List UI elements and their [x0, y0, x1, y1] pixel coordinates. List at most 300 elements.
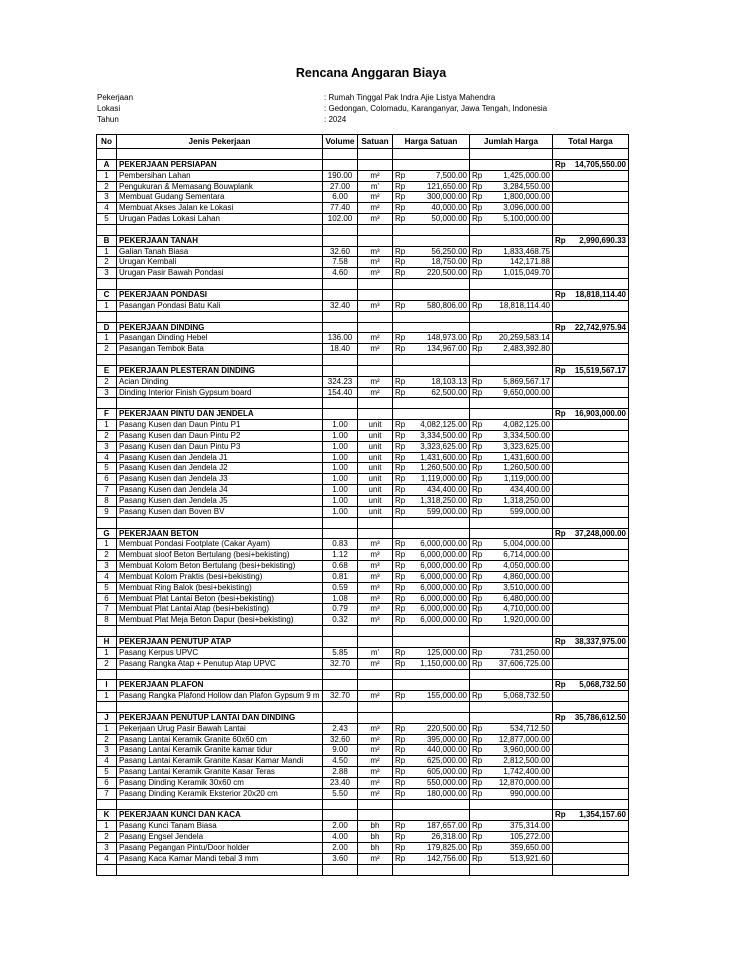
empty-cell	[117, 799, 323, 810]
table-row	[97, 452, 629, 463]
empty-cell	[573, 463, 629, 474]
empty-cell	[117, 517, 323, 528]
empty-cell	[393, 289, 413, 300]
section-title: PEKERJAAN PENUTUP ATAP	[117, 636, 323, 647]
item-unit-price: 7,500.00	[413, 170, 470, 181]
header-jenis-pekerjaan: Jenis Pekerjaan	[117, 135, 323, 149]
item-description: Pasang Kusen dan Jendela J2	[117, 463, 323, 474]
item-price-currency: Rp	[393, 214, 413, 225]
item-amount-currency: Rp	[470, 723, 490, 734]
empty-cell	[490, 528, 553, 539]
page-title: Rencana Anggaran Biaya	[295, 66, 447, 80]
empty-cell	[97, 626, 117, 637]
empty-cell	[358, 322, 393, 333]
item-amount-currency: Rp	[470, 777, 490, 788]
empty-cell	[490, 702, 553, 713]
item-no: 1	[97, 691, 117, 702]
item-no: 1	[97, 170, 117, 181]
item-description: Pasangan Pondasi Batu Kali	[117, 300, 323, 311]
item-no: 3	[97, 843, 117, 854]
item-volume: 9.00	[323, 745, 358, 756]
item-unit: unit	[358, 474, 393, 485]
empty-cell	[393, 669, 413, 680]
item-amount: 3,510,000.00	[490, 582, 553, 593]
empty-cell	[490, 680, 553, 691]
empty-cell	[358, 235, 393, 246]
empty-cell	[553, 333, 573, 344]
empty-cell	[573, 658, 629, 669]
item-volume: 32.60	[323, 734, 358, 745]
item-volume: 0.79	[323, 604, 358, 615]
empty-cell	[97, 224, 117, 235]
item-unit-price: 6,000,000.00	[413, 550, 470, 561]
item-amount: 18,818,114.40	[490, 300, 553, 311]
empty-cell	[323, 864, 358, 875]
item-amount: 4,050,000.00	[490, 561, 553, 572]
empty-cell	[393, 311, 413, 322]
item-price-currency: Rp	[393, 571, 413, 582]
item-description: Membuat sloof Beton Bertulang (besi+bekisting)	[117, 550, 323, 561]
section-code: C	[97, 289, 117, 300]
empty-cell	[573, 853, 629, 864]
empty-cell	[358, 517, 393, 528]
item-no: 7	[97, 604, 117, 615]
blank-row	[97, 149, 629, 160]
blank-row	[97, 311, 629, 322]
empty-cell	[470, 159, 490, 170]
empty-cell	[553, 170, 573, 181]
table-row	[97, 691, 629, 702]
item-amount: 3,323,625.00	[490, 441, 553, 452]
empty-cell	[553, 853, 573, 864]
item-no: 1	[97, 647, 117, 658]
section-title: PEKERJAAN PINTU DAN JENDELA	[117, 409, 323, 420]
empty-cell	[573, 539, 629, 550]
empty-cell	[97, 279, 117, 290]
item-volume: 1.00	[323, 506, 358, 517]
table-row	[97, 658, 629, 669]
empty-cell	[553, 615, 573, 626]
section-row	[97, 680, 629, 691]
empty-cell	[573, 149, 629, 160]
empty-cell	[470, 355, 490, 366]
empty-cell	[470, 517, 490, 528]
item-amount: 990,000.00	[490, 788, 553, 799]
empty-cell	[553, 626, 573, 637]
item-unit: m²	[358, 203, 393, 214]
table-row	[97, 387, 629, 398]
section-total: 14,705,550.00	[573, 159, 629, 170]
item-no: 3	[97, 268, 117, 279]
section-title: PEKERJAAN PONDASI	[117, 289, 323, 300]
empty-cell	[470, 712, 490, 723]
item-unit-price: 125,000.00	[413, 647, 470, 658]
empty-cell	[553, 430, 573, 441]
item-price-currency: Rp	[393, 843, 413, 854]
empty-cell	[573, 821, 629, 832]
empty-cell	[393, 680, 413, 691]
item-price-currency: Rp	[393, 723, 413, 734]
item-description: Pasang Kusen dan Jendela J4	[117, 485, 323, 496]
item-unit: bh	[358, 843, 393, 854]
item-amount: 1,920,000.00	[490, 615, 553, 626]
item-description: Galian Tanah Biasa	[117, 246, 323, 257]
empty-cell	[490, 365, 553, 376]
item-unit-price: 6,000,000.00	[413, 615, 470, 626]
empty-cell	[553, 149, 573, 160]
empty-cell	[490, 799, 553, 810]
item-amount-currency: Rp	[470, 170, 490, 181]
empty-cell	[470, 409, 490, 420]
empty-cell	[553, 214, 573, 225]
item-description: Acian Dinding	[117, 376, 323, 387]
item-price-currency: Rp	[393, 170, 413, 181]
item-no: 3	[97, 387, 117, 398]
item-no: 4	[97, 756, 117, 767]
table-row	[97, 777, 629, 788]
item-no: 2	[97, 257, 117, 268]
meta-label: Tahun	[97, 115, 119, 124]
item-price-currency: Rp	[393, 582, 413, 593]
item-unit-price: 142,756.00	[413, 853, 470, 864]
empty-cell	[490, 235, 553, 246]
empty-cell	[413, 398, 470, 409]
item-description: Urugan Kembali	[117, 257, 323, 268]
item-unit: m³	[358, 214, 393, 225]
empty-cell	[573, 181, 629, 192]
empty-cell	[470, 680, 490, 691]
item-amount-currency: Rp	[470, 767, 490, 778]
table-row	[97, 821, 629, 832]
item-unit-price: 56,250.00	[413, 246, 470, 257]
table-row	[97, 203, 629, 214]
empty-cell	[470, 365, 490, 376]
item-amount: 20,259,583.14	[490, 333, 553, 344]
item-unit: m²	[358, 745, 393, 756]
empty-cell	[573, 398, 629, 409]
empty-cell	[573, 506, 629, 517]
empty-cell	[323, 409, 358, 420]
item-unit: m³	[358, 604, 393, 615]
table-row	[97, 430, 629, 441]
item-no: 4	[97, 203, 117, 214]
item-unit-price: 220,500.00	[413, 723, 470, 734]
item-amount-currency: Rp	[470, 691, 490, 702]
empty-cell	[358, 702, 393, 713]
empty-cell	[393, 355, 413, 366]
item-unit: m²	[358, 767, 393, 778]
item-unit: m³	[358, 723, 393, 734]
empty-cell	[393, 224, 413, 235]
item-description: Pasangan Dinding Hebel	[117, 333, 323, 344]
empty-cell	[358, 159, 393, 170]
empty-cell	[323, 289, 358, 300]
item-amount: 434,400.00	[490, 485, 553, 496]
empty-cell	[358, 680, 393, 691]
item-no: 6	[97, 474, 117, 485]
section-total: 2,990,690.33	[573, 235, 629, 246]
section-code: I	[97, 680, 117, 691]
section-title: PEKERJAAN PLESTERAN DINDING	[117, 365, 323, 376]
item-price-currency: Rp	[393, 691, 413, 702]
item-amount: 3,284,550.00	[490, 181, 553, 192]
empty-cell	[553, 767, 573, 778]
section-total-currency: Rp	[553, 636, 573, 647]
item-description: Pasang Rangka Atap + Penutup Atap UPVC	[117, 658, 323, 669]
empty-cell	[323, 712, 358, 723]
item-unit-price: 6,000,000.00	[413, 561, 470, 572]
empty-cell	[573, 192, 629, 203]
empty-cell	[413, 810, 470, 821]
table-row	[97, 832, 629, 843]
item-unit-price: 580,806.00	[413, 300, 470, 311]
item-amount-currency: Rp	[470, 593, 490, 604]
empty-cell	[413, 528, 470, 539]
empty-cell	[413, 235, 470, 246]
item-no: 4	[97, 452, 117, 463]
item-volume: 1.00	[323, 485, 358, 496]
empty-cell	[573, 246, 629, 257]
empty-cell	[490, 279, 553, 290]
item-amount: 4,710,000.00	[490, 604, 553, 615]
blank-row	[97, 799, 629, 810]
item-unit-price: 6,000,000.00	[413, 571, 470, 582]
meta-value: : 2024	[324, 115, 347, 124]
item-description: Pasang Kusen dan Daun Pintu P3	[117, 441, 323, 452]
blank-row	[97, 864, 629, 875]
item-volume: 0.68	[323, 561, 358, 572]
item-amount: 2,812,500.00	[490, 756, 553, 767]
item-unit-price: 134,967.00	[413, 344, 470, 355]
item-volume: 0.32	[323, 615, 358, 626]
item-unit-price: 148,973.00	[413, 333, 470, 344]
item-unit: bh	[358, 821, 393, 832]
section-total-currency: Rp	[553, 680, 573, 691]
empty-cell	[553, 756, 573, 767]
section-total-currency: Rp	[553, 810, 573, 821]
item-amount: 534,712.50	[490, 723, 553, 734]
empty-cell	[393, 636, 413, 647]
empty-cell	[413, 311, 470, 322]
table-row	[97, 723, 629, 734]
item-volume: 2.43	[323, 723, 358, 734]
item-no: 1	[97, 420, 117, 431]
header-total-harga: Total Harga	[553, 135, 629, 149]
item-price-currency: Rp	[393, 376, 413, 387]
empty-cell	[393, 159, 413, 170]
empty-cell	[490, 355, 553, 366]
item-volume: 6.00	[323, 192, 358, 203]
item-no: 2	[97, 344, 117, 355]
section-total: 18,818,114.40	[573, 289, 629, 300]
section-row	[97, 289, 629, 300]
item-amount: 3,960,000.00	[490, 745, 553, 756]
empty-cell	[470, 279, 490, 290]
item-unit-price: 6,000,000.00	[413, 604, 470, 615]
empty-cell	[573, 344, 629, 355]
empty-cell	[413, 279, 470, 290]
item-unit-price: 1,318,250.00	[413, 496, 470, 507]
item-volume: 136.00	[323, 333, 358, 344]
item-amount: 6,480,000.00	[490, 593, 553, 604]
empty-cell	[470, 636, 490, 647]
table-row	[97, 550, 629, 561]
empty-cell	[97, 398, 117, 409]
empty-cell	[553, 441, 573, 452]
empty-cell	[358, 224, 393, 235]
empty-cell	[553, 647, 573, 658]
item-description: Pasang Kunci Tanam Biasa	[117, 821, 323, 832]
header-jumlah-harga: Jumlah Harga	[470, 135, 553, 149]
item-price-currency: Rp	[393, 485, 413, 496]
item-description: Membuat Gudang Sementara	[117, 192, 323, 203]
empty-cell	[470, 398, 490, 409]
item-volume: 1.00	[323, 474, 358, 485]
blank-row	[97, 398, 629, 409]
empty-cell	[553, 463, 573, 474]
empty-cell	[97, 702, 117, 713]
item-volume: 1.00	[323, 420, 358, 431]
item-unit-price: 180,000.00	[413, 788, 470, 799]
item-amount-currency: Rp	[470, 203, 490, 214]
item-description: Pasang Lantai Keramik Granite Kasar Teras	[117, 767, 323, 778]
empty-cell	[117, 864, 323, 875]
section-row	[97, 322, 629, 333]
empty-cell	[573, 268, 629, 279]
section-row	[97, 810, 629, 821]
item-amount-currency: Rp	[470, 214, 490, 225]
table-row	[97, 214, 629, 225]
item-no: 4	[97, 571, 117, 582]
item-amount: 5,869,567.17	[490, 376, 553, 387]
item-unit-price: 18,750.00	[413, 257, 470, 268]
header-volume: Volume	[323, 135, 358, 149]
item-volume: 1.00	[323, 441, 358, 452]
section-code: H	[97, 636, 117, 647]
empty-cell	[413, 702, 470, 713]
item-amount: 6,714,000.00	[490, 550, 553, 561]
item-unit: unit	[358, 506, 393, 517]
empty-cell	[490, 712, 553, 723]
empty-cell	[553, 355, 573, 366]
item-amount: 731,250.00	[490, 647, 553, 658]
item-unit: m'	[358, 181, 393, 192]
item-amount: 2,483,392.80	[490, 344, 553, 355]
item-amount: 142,171.88	[490, 257, 553, 268]
table-row	[97, 268, 629, 279]
empty-cell	[573, 669, 629, 680]
item-price-currency: Rp	[393, 430, 413, 441]
item-volume: 0.83	[323, 539, 358, 550]
section-code: A	[97, 159, 117, 170]
empty-cell	[117, 149, 323, 160]
item-volume: 102.00	[323, 214, 358, 225]
item-amount-currency: Rp	[470, 539, 490, 550]
item-amount-currency: Rp	[470, 550, 490, 561]
item-no: 9	[97, 506, 117, 517]
item-description: Pasang Lantai Keramik Granite 60x60 cm	[117, 734, 323, 745]
table-row	[97, 571, 629, 582]
item-amount-currency: Rp	[470, 853, 490, 864]
item-unit: unit	[358, 485, 393, 496]
item-no: 1	[97, 821, 117, 832]
item-description: Pasangan Tembok Bata	[117, 344, 323, 355]
item-no: 2	[97, 550, 117, 561]
item-volume: 27.00	[323, 181, 358, 192]
empty-cell	[573, 691, 629, 702]
item-unit-price: 6,000,000.00	[413, 593, 470, 604]
empty-cell	[393, 517, 413, 528]
item-price-currency: Rp	[393, 550, 413, 561]
item-amount: 12,870,000.00	[490, 777, 553, 788]
empty-cell	[97, 799, 117, 810]
item-amount: 3,334,500.00	[490, 430, 553, 441]
section-title: PEKERJAAN DINDING	[117, 322, 323, 333]
empty-cell	[393, 626, 413, 637]
empty-cell	[573, 745, 629, 756]
empty-cell	[490, 322, 553, 333]
item-unit: m²	[358, 734, 393, 745]
table-row	[97, 539, 629, 550]
empty-cell	[413, 680, 470, 691]
empty-cell	[553, 376, 573, 387]
item-no: 2	[97, 376, 117, 387]
item-price-currency: Rp	[393, 745, 413, 756]
item-amount: 1,742,400.00	[490, 767, 553, 778]
item-no: 3	[97, 745, 117, 756]
item-description: Dinding Interior Finish Gypsum board	[117, 387, 323, 398]
section-code: K	[97, 810, 117, 821]
empty-cell	[573, 864, 629, 875]
item-no: 6	[97, 777, 117, 788]
empty-cell	[553, 506, 573, 517]
item-amount-currency: Rp	[470, 333, 490, 344]
item-description: Pekerjaan Urug Pasir Bawah Lantai	[117, 723, 323, 734]
item-unit: m³	[358, 539, 393, 550]
table-row	[97, 441, 629, 452]
blank-row	[97, 279, 629, 290]
empty-cell	[358, 528, 393, 539]
table-row	[97, 615, 629, 626]
empty-cell	[573, 571, 629, 582]
empty-cell	[97, 864, 117, 875]
item-amount: 1,833,468.75	[490, 246, 553, 257]
section-total: 5,068,732.50	[573, 680, 629, 691]
header-harga-satuan: Harga Satuan	[393, 135, 470, 149]
item-unit: m²	[358, 376, 393, 387]
item-price-currency: Rp	[393, 539, 413, 550]
item-description: Membuat Kolom Praktis (besi+bekisting)	[117, 571, 323, 582]
empty-cell	[323, 224, 358, 235]
empty-cell	[573, 355, 629, 366]
item-amount: 4,860,000.00	[490, 571, 553, 582]
table-row	[97, 853, 629, 864]
section-total-currency: Rp	[553, 409, 573, 420]
section-title: PEKERJAAN KUNCI DAN KACA	[117, 810, 323, 821]
empty-cell	[490, 409, 553, 420]
item-description: Membuat Kolom Beton Bertulang (besi+bekisting)	[117, 561, 323, 572]
empty-cell	[413, 365, 470, 376]
empty-cell	[117, 279, 323, 290]
table-row	[97, 463, 629, 474]
item-unit: m²	[358, 788, 393, 799]
empty-cell	[470, 864, 490, 875]
empty-cell	[413, 289, 470, 300]
empty-cell	[553, 539, 573, 550]
item-amount-currency: Rp	[470, 658, 490, 669]
item-unit: bh	[358, 832, 393, 843]
item-no: 5	[97, 463, 117, 474]
